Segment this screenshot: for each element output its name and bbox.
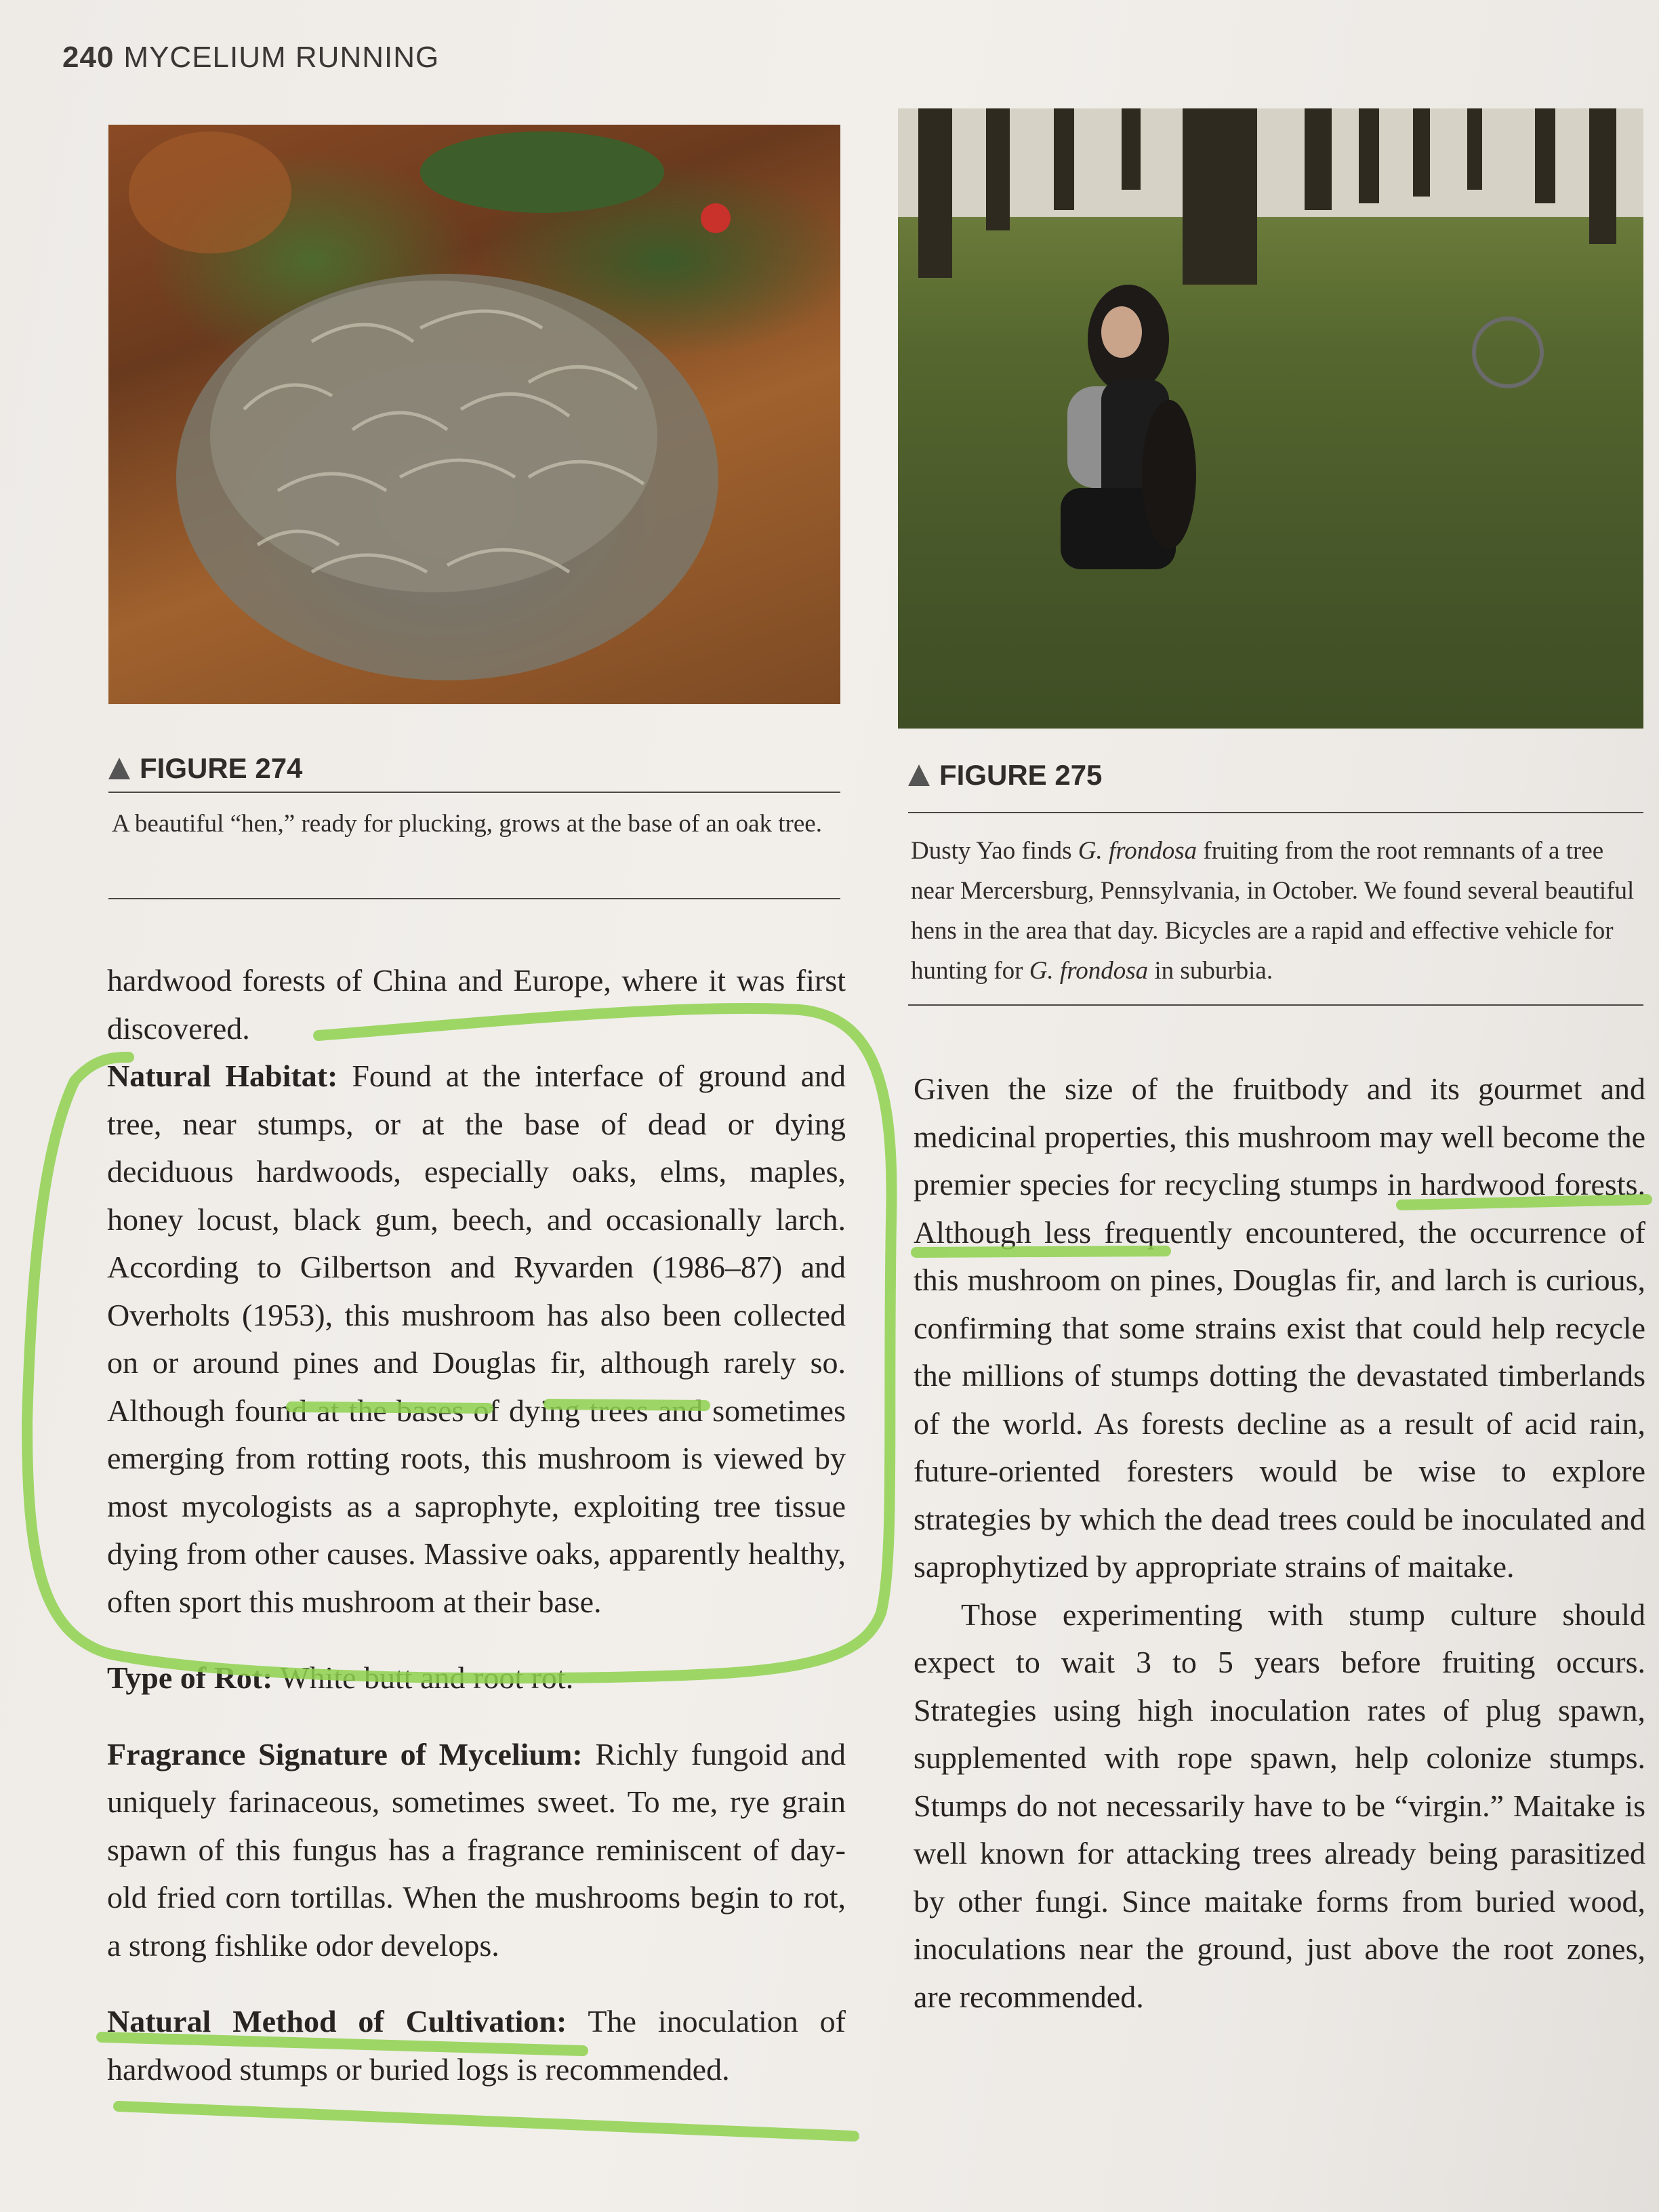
left-column	[107, 957, 846, 2093]
method-label: Natural Method of Cultivation:	[107, 2004, 567, 2039]
fragrance-paragraph	[107, 1731, 846, 1970]
right-paragraph-2: Those experimenting with stump culture should expect to wait 3 to 5 years before fruiting occurs. Strategies using high inoculation rates of plug spawn, supplemented with rope spawn, help colonize stumps. Stumps do not necessarily have to be “virgin.” Maitake is well known for attacking trees already being parasitized by other fungi. Since maitake forms from buried wood, inoculations near the ground, just above the root zones, are recommended.	[914, 1597, 1645, 2014]
right-column	[914, 1065, 1645, 2021]
book-title: MYCELIUM RUNNING	[123, 41, 440, 74]
caption-rule	[108, 792, 840, 793]
species-name: G. frondosa	[1078, 837, 1197, 865]
habitat-paragraph	[107, 1052, 846, 1626]
method-paragraph	[107, 1998, 846, 2093]
figure-274-label	[108, 752, 302, 785]
figure-274-caption: A beautiful “hen,” ready for plucking, grows at the base of an oak tree.	[112, 810, 822, 838]
mushroom-illustration	[108, 125, 840, 704]
figure-275-label-text: FIGURE 275	[939, 759, 1103, 791]
person-in-forest-photo	[898, 108, 1643, 729]
figure-274-label-text: FIGURE 274	[140, 752, 303, 784]
caption-rule	[908, 812, 1643, 813]
caption-text: in suburbia.	[1148, 957, 1273, 985]
caption-text: Dusty Yao finds	[911, 837, 1078, 865]
triangle-icon	[108, 758, 130, 779]
page-header	[62, 41, 439, 75]
mushroom-photo	[108, 125, 840, 704]
habitat-label: Natural Habitat:	[107, 1059, 338, 1093]
caption-rule	[108, 898, 840, 899]
caption-rule	[908, 1004, 1643, 1006]
figure-275-label	[908, 759, 1102, 792]
underline-method-2	[119, 2106, 854, 2136]
method-text: The inoculation of hardwood stumps or buried logs is recommended.	[107, 2004, 846, 2087]
fragrance-text: Richly fungoid and uniquely farinaceous, sometimes sweet. To me, rye grain spawn of this fungus has a fragrance reminiscent of day-old fried corn tortillas. When the mushrooms begin to rot, a strong fishlike odor develops.	[107, 1736, 846, 1963]
habitat-text: Found at the interface of ground and tree, near stumps, or at the base of dead or dying deciduous hardwoods, especially oaks, elms, maples, honey locust, black gum, beech, and occasionally larch. According to Gilbertson and Ryvarden (1986–87) and Overholts (1953), this mushroom has also been collected on or around pines and Douglas fir, although rarely so. Although found at the bases of dying trees and sometimes emerging from rotting roots, this mushroom is viewed by most mycologists as a saprophyte, exploiting tree tissue dying from other causes. Massive oaks, apparently healthy, often sport this mushroom at their base.	[107, 1059, 846, 1619]
forest-illustration	[898, 108, 1643, 729]
species-name: G. frondosa	[1029, 957, 1149, 985]
triangle-icon	[908, 764, 930, 786]
right-paragraph-1: Given the size of the fruitbody and its gourmet and medicinal properties, this mushroom may well become the premier species for recycling stumps in hardwood forests. Although less frequently encountered, the occurrence of this mushroom on pines, Douglas fir, and larch is curious, confirming that some strains exist that could help recycle the millions of stumps dotting the devastated timberlands of the world. As forests decline as a result of acid rain, future-oriented foresters would be wise to explore strategies by which the dead trees could be inoculated and saprophytized by appropriate strains of maitake.	[914, 1071, 1645, 1584]
figure-275-caption	[911, 831, 1643, 991]
rot-paragraph	[107, 1654, 846, 1702]
rot-text: White butt and root rot.	[272, 1660, 574, 1695]
fragrance-label: Fragrance Signature of Mycelium:	[107, 1736, 583, 1771]
intro-paragraph: hardwood forests of China and Europe, where it was first discovered.	[107, 963, 846, 1046]
page-number: 240	[62, 41, 115, 74]
caption-text: fruiting from the root remnants of a tree near Mercersburg, Pennsylvania, in October. We found several beautiful hens in the area that day. Bicycles are a rapid and effective vehicle for hunting for	[911, 837, 1635, 985]
rot-label: Type of Rot:	[107, 1660, 273, 1695]
